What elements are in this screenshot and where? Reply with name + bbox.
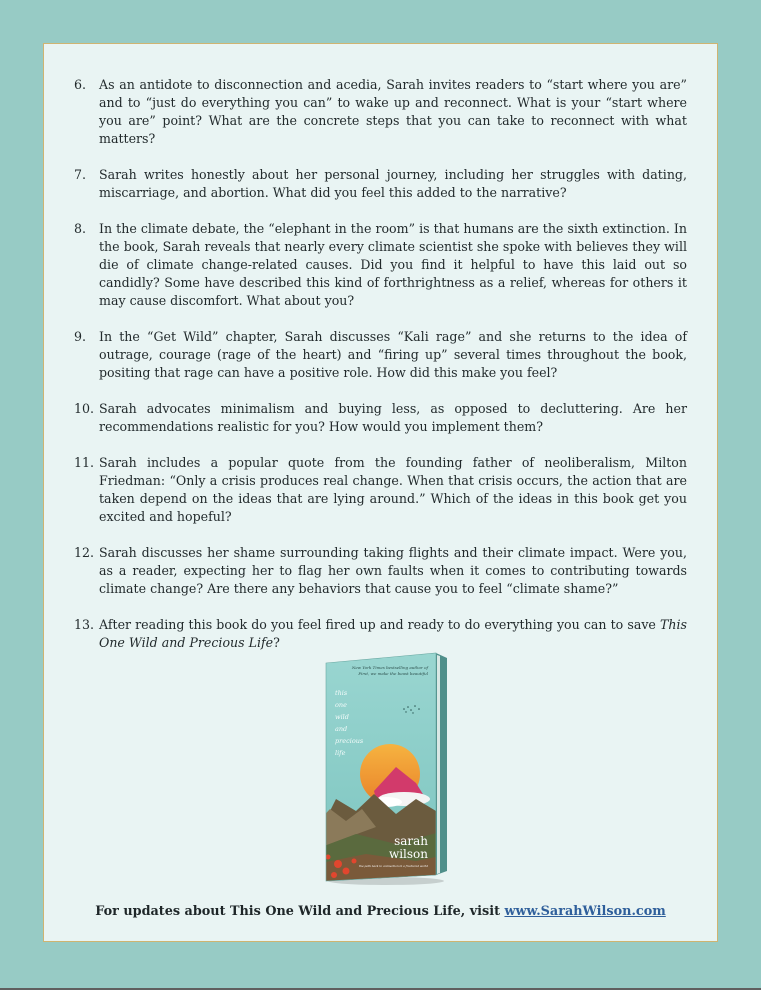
question-text: As an antidote to disconnection and acedia, Sarah invites readers to “start where you are” and to “just do everything you can” to wake up and reconnect. What is your “start where you are” point? What are the concrete steps that you can take to reconnect with what matters? — [99, 77, 687, 146]
question-item — [74, 544, 687, 598]
question-item — [74, 328, 687, 382]
content-panel — [43, 43, 718, 942]
book-title-word: this — [335, 689, 348, 697]
question-number: 9. — [74, 329, 87, 344]
question-text-part: After reading this book do you feel fired up and ready to do everything you can to save — [99, 617, 660, 632]
book-title-word: life — [335, 749, 346, 757]
book-subtitle: the path back to connection in a fractured world — [359, 864, 428, 868]
question-item — [74, 400, 687, 436]
website-link[interactable]: www.SarahWilson.com — [504, 904, 666, 919]
question-item — [74, 616, 687, 652]
book-tagline-1: New York Times bestselling author of — [351, 665, 428, 670]
book-author-2: wilson — [388, 847, 428, 861]
question-number: 6. — [74, 77, 87, 92]
question-text-part: ? — [273, 635, 280, 650]
question-number: 10. — [74, 401, 95, 416]
question-number: 11. — [74, 455, 95, 470]
book-title-word: and — [335, 725, 348, 733]
book-title-word: precious — [335, 737, 364, 745]
question-item — [74, 166, 687, 202]
discussion-questions-list — [74, 76, 687, 670]
question-text: Sarah writes honestly about her personal journey, including her struggles with dating, miscarriage, and abortion. What did you feel this added to the narrative? — [99, 167, 687, 200]
question-item — [74, 454, 687, 526]
question-text: Sarah includes a popular quote from the founding father of neoliberalism, Milton Friedman: “Only a crisis produces real change. When that crisis occurs, the action that are taken depend on the ideas that are lying around.” Which of the ideas in this book get you excited and hopeful? — [99, 455, 687, 524]
question-text: Sarah discusses her shame surrounding taking flights and their climate impact. Were you, as a reader, expecting her to flag her own faults when it comes to contributing towards climate change? Are there any behaviors that cause you to feel “climate shame?” — [99, 545, 687, 596]
book-author-1: sarah — [394, 834, 428, 848]
book-title-word: one — [335, 701, 347, 709]
book-title-italic: This One Wild and Precious Life — [99, 617, 687, 650]
question-item — [74, 76, 687, 148]
question-number: 8. — [74, 221, 87, 236]
question-text — [99, 616, 687, 652]
book-tagline-2: First, we make the beast beautiful — [358, 671, 428, 676]
book-title-word: wild — [335, 713, 349, 721]
question-text: In the “Get Wild” chapter, Sarah discusses “Kali rage” and she returns to the idea of outrage, courage (rage of the heart) and “firing up” several times throughout the book, positing that rage can have a positive role. How did this make you feel? — [99, 329, 687, 380]
question-text: Sarah advocates minimalism and buying less, as opposed to decluttering. Are her recommendations realistic for you? How would you implement them? — [99, 401, 687, 434]
book-cover-image — [316, 649, 451, 887]
question-text: In the climate debate, the “elephant in the room” is that humans are the sixth extinction. In the book, Sarah reveals that nearly every climate scientist she spoke with believes they will die of climate change-related causes. Did you find it helpful to have this laid out so candidly? Some have described this kind of forthrightness as a relief, whereas for others it may cause discomfort. What about you? — [99, 221, 687, 308]
question-number: 7. — [74, 167, 87, 182]
footer-text: For updates about This One Wild and Precious Life, visit — [95, 904, 505, 919]
question-number: 13. — [74, 617, 95, 632]
footer-note — [44, 904, 717, 919]
question-number: 12. — [74, 545, 95, 560]
question-item — [74, 220, 687, 310]
